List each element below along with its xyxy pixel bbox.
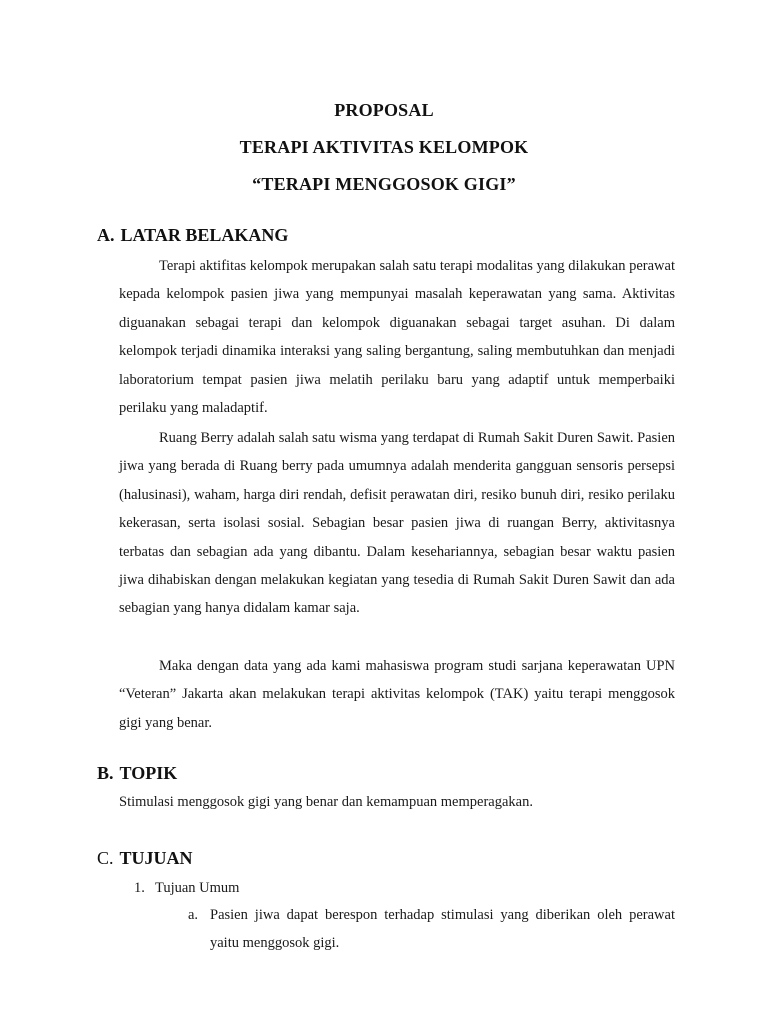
paragraph-latar-belakang-1: Terapi aktifitas kelompok merupakan salah satu terapi modalitas yang dilakukan perawat kepada kelompok pasien jiwa yang mempunyai masalah keperawatan yang sama. Aktivitas diguanakan sebagai terapi dan kelompok diguanakan sebagai target asuhan. Di dalam kelompok terjadi dinamika interaksi yang saling bergantung, saling membutuhkan dan menjadi laboratorium tempat pasien jiwa melatih perilaku baru yang adaptif untuk memperbaiki perilaku yang maladaptif. — [119, 258, 675, 417]
title-line-proposal: PROPOSAL — [334, 100, 434, 120]
document-title — [0, 92, 768, 203]
section-number: C. — [97, 848, 114, 868]
section-heading-tujuan — [97, 848, 193, 869]
section-number: B. — [97, 763, 114, 783]
paragraph-latar-belakang-3: Maka dengan data yang ada kami mahasiswa program studi sarjana keperawatan UPN “Veteran” Jakarta akan melakukan terapi aktivitas kelompok (TAK) yaitu terapi menggosok gigi yang benar. — [119, 658, 675, 731]
paragraph-latar-belakang-2: Ruang Berry adalah salah satu wisma yang terdapat di Rumah Sakit Duren Sawit. Pasien jiwa yang berada di Ruang berry pada umumnya adalah menderita gangguan sensoris persepsi (halusinasi), waham, harga diri rendah, defisit perawatan diri, resiko bunuh diri, resiko perilaku kekerasan, serta isolasi sosial. Sebagian besar pasien jiwa di ruangan Berry, aktivitasnya terbatas dan sebagian ada yang dibantu. Dalam kesehariannya, sebagian besar waktu pasien jiwa dihabiskan dengan melakukan kegiatan yang tesedia di Rumah Sakit Duren Sawit dan ada sebagian yang hanya didalam kamar saja. — [119, 430, 675, 617]
list-item-text: Pasien jiwa dapat berespon terhadap stimulasi yang diberikan oleh perawat yaitu menggosok gigi. — [210, 907, 675, 952]
section-title: TUJUAN — [119, 848, 193, 868]
section-number: A. — [97, 225, 115, 245]
section-heading-topik — [97, 763, 177, 784]
section-title: TOPIK — [119, 763, 178, 783]
title-line-program: TERAPI AKTIVITAS KELOMPOK — [239, 137, 529, 157]
section-title: LATAR BELAKANG — [120, 225, 289, 245]
list-marker: a. — [188, 907, 199, 923]
paragraph-topik: Stimulasi menggosok gigi yang benar dan kemampuan memperagakan. — [119, 794, 533, 810]
title-line-subtitle: “TERAPI MENGGOSOK GIGI” — [252, 174, 516, 194]
section-heading-latar-belakang — [97, 225, 288, 246]
list-marker: 1. — [134, 880, 145, 896]
list-item-tujuan-umum-a — [188, 901, 675, 958]
list-item-tujuan-umum — [134, 874, 534, 902]
list-item-text: Tujuan Umum — [155, 880, 240, 896]
